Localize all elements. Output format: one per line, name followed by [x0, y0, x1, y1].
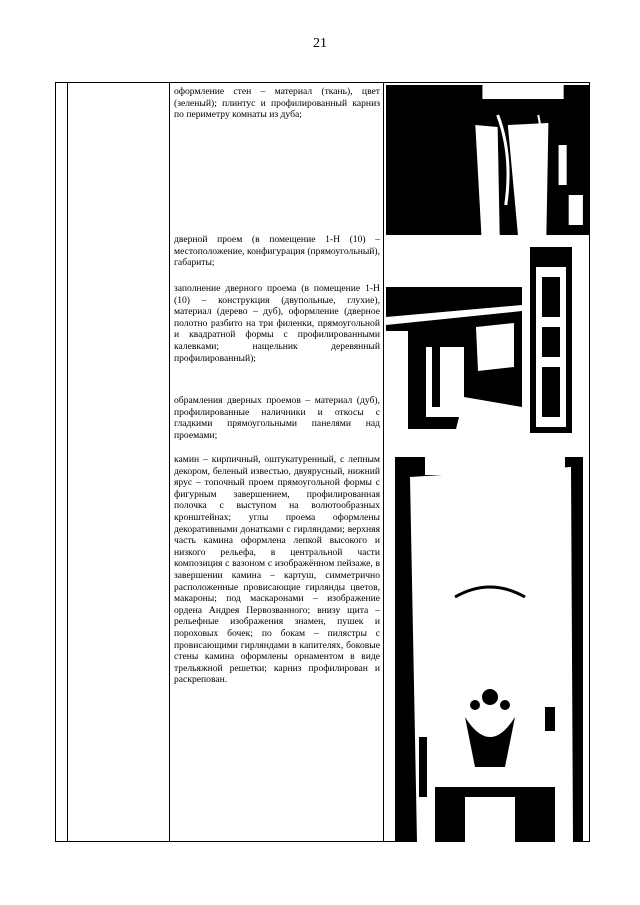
column-divider	[383, 83, 384, 841]
photo-door-leaf-image	[530, 247, 572, 433]
photo-fireplace-image	[395, 457, 583, 842]
paragraph-door-filling: заполнение дверного проема (в помещение 1-Н (10) – конструкция (двупольные, глухие), материал (дерево – дуб), оформление (дверное полотно разбито на три филенки, прямоугольной и квадратной формы с профилированными калевками; нащельник деревянный профилированный);	[174, 283, 380, 364]
paragraph-fireplace: камин – кирпичный, оштукатуренный, с лепным декором, беленый известью, двуярусный, нижний ярус – топочный проем прямоугольной формы с фигурным завершением, профилированная полочка с выступом на волютообразных кронштейнах; углы проема оформлены декоративными донатками с гирляндами; верхняя часть камина оформлена лепкой высокого и низкого рельефа, в центральной части композиция с вазоном с изображённом пейзаже, в завершении камина – картуш, симметрично расположенные провисающие гирлянды цветов, макароны; под маскаронами – изображение ордена Андрея Первозванного; внизу щита – рельефные изображения знамен, пушек и пороховых бочек; по бокам – пилястры с провисающими гирляндами в капителях, боковые стены камина оформлены орнаментом в виде трельяжной решетки; карниз профилирован и раскрепован.	[174, 454, 380, 686]
column-divider	[169, 83, 170, 841]
photo-wall-finish-image	[386, 85, 589, 235]
photo-doorway-image	[386, 287, 522, 429]
photo-wall-finish	[386, 85, 589, 235]
photo-fireplace	[395, 457, 583, 842]
paragraph-door-frames: обрамления дверных проемов – материал (дуб), профилированные наличники и откосы с гладкими прямоугольными панелями над проемами;	[174, 395, 380, 441]
photo-door-leaf	[530, 247, 572, 433]
description-column	[174, 83, 380, 843]
description-table	[55, 82, 590, 842]
page-number: 21	[313, 36, 327, 51]
column-divider	[67, 83, 68, 841]
paragraph-wall-finish: оформление стен – материал (ткань), цвет (зеленый); плинтус и профилированный карниз по периметру комнаты из дуба;	[174, 86, 380, 121]
paragraph-door-opening: дверной проем (в помещение 1-Н (10) – местоположение, конфигурация (прямоугольный), габариты;	[174, 234, 380, 269]
photo-doorway	[386, 287, 522, 429]
